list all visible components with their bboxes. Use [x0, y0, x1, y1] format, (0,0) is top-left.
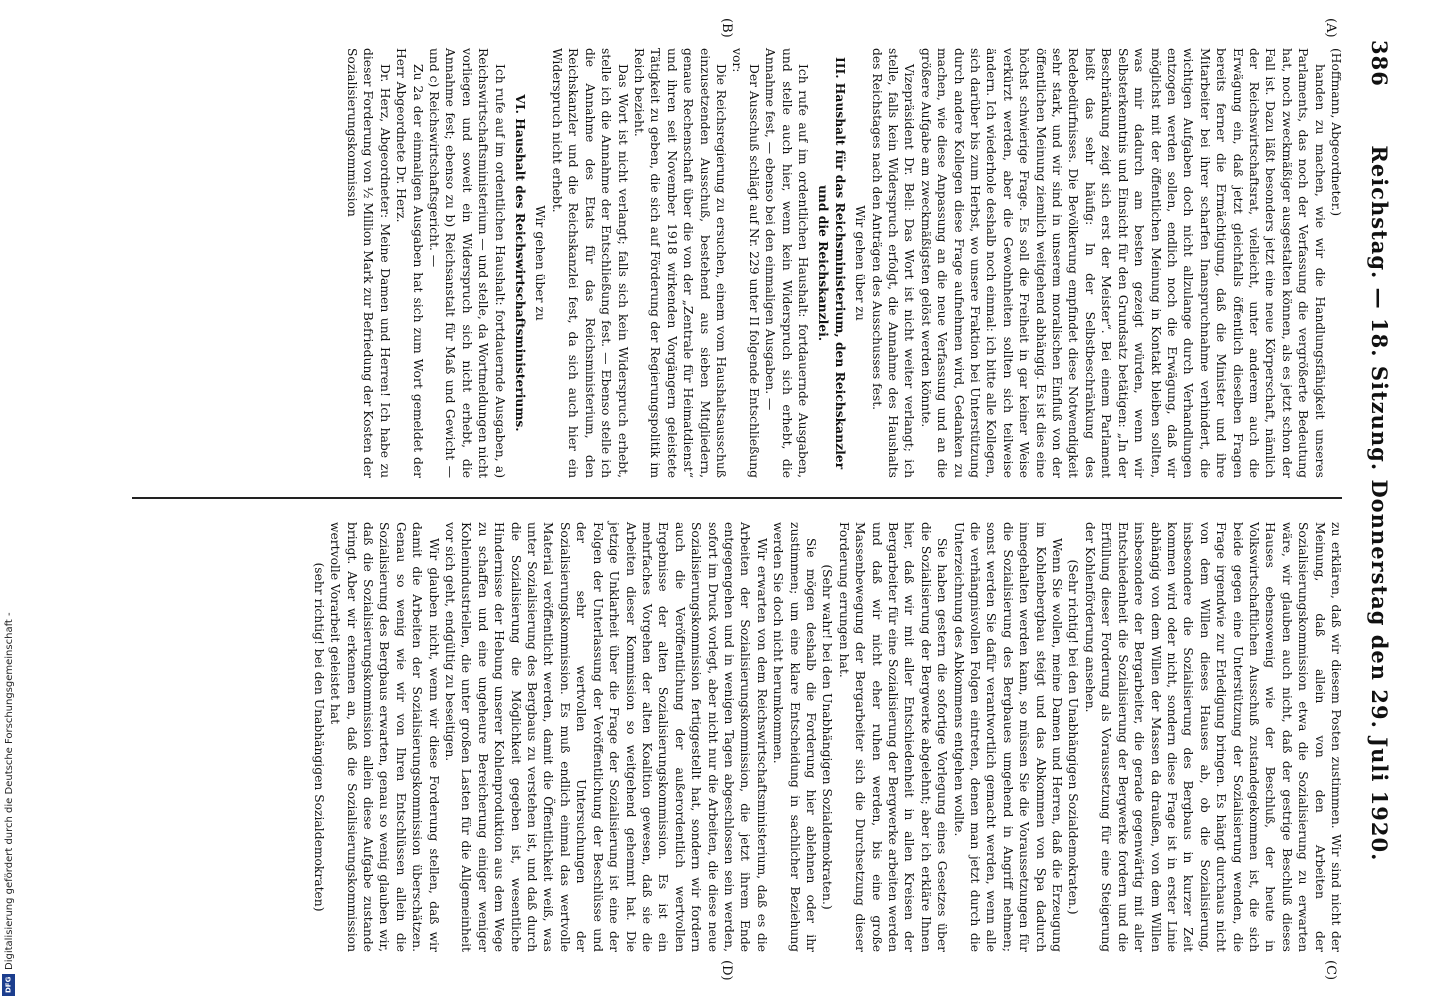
- margin-marker-c: (C): [1323, 960, 1338, 981]
- paragraph: Die Reichsregierung zu ersuchen, einem vom Haushaltsausschuß einzusetzenden Ausschuß, bestehend aus sieben Mitgliedern, genaue Rechenschaft über die von der „Zentrale für Heimatdienst“ und ihren seit November 1918 wirkenden Vorgängern geleistete Tätigkeit zu geben, die sich auf Förderung der Regierungspolitik im Reich bezieht.: [631, 48, 728, 478]
- page-title: Reichstag. — 18. Sitzung. Donnerstag den 29. Juli 1920.: [1367, 145, 1393, 862]
- margin-marker-d: (D): [719, 960, 734, 981]
- footer-credit: [0, 0, 18, 1000]
- running-header: [1360, 40, 1400, 960]
- paragraph: Wir glauben nicht, wenn wir diese Forderung stellen, daß wir damit die Arbeiten der Sozialisierungskommission überschätzen. Genau so wenig wie wir von Ihren Entschlüssen allein die Sozialisierung des Bergbaus erwarten, genau so wenig glauben wir, daß die Sozialisierungskommission allein diese Aufgabe zustande bringt. Aber wir erkennen an, daß die Sozialisierungskommission wertvolle Vorarbeit geleistet hat: [328, 522, 441, 952]
- paragraph: Dr. Herz, Abgeordneter: Meine Damen und Herren! Ich habe zu dieser Forderung von ½ Million Mark zur Befriedung der Kosten der Sozialisierungskommission: [345, 48, 392, 478]
- interjection: (Sehr richtig! bei den Unabhängigen Sozialdemokraten.): [1066, 559, 1081, 915]
- interjection: (Sehr wahr! bei den Unabhängigen Sozialdemokraten.): [820, 564, 835, 910]
- page-number: 386: [1367, 40, 1393, 87]
- column-divider: [132, 497, 1342, 499]
- paragraph: Vizepräsident Dr. Bell: Das Wort ist nicht weiter verlangt; ich stelle, falls kein Widerspruch erfolgt, die Annahme des Haushalts des Reichstages nach den Anträgen des Ausschusses fest.: [869, 48, 917, 478]
- paragraph: Der Ausschuß schlägt auf Nr. 229 unter II folgende Entschließung vor:: [730, 48, 761, 478]
- paragraph: zu erklären, daß wir diesem Posten zustimmen. Wir sind nicht der Meinung, daß allein von den Arbeiten der Sozialisierungskommission etwa die Sozialisierung zu erwarten wäre, wir glauben auch nicht, daß der gestrige Beschluß dieses Hauses ebensowenig wie der Beschluß, der heute in Volkswirtschaftlichen Ausschuß zustandegekommen ist, die sich beide gegen eine Unterstützung der Sozialisierung wenden, die Frage irgendwie zur Erledigung bringen. Es hängt durchaus nicht von dem Willen dieses Hauses ab, ob die Sozialisierung, insbesondere die Sozialisierung des Bergbaus in kurzer Zeit kommen wird oder nicht, sondern diese Frage ist in erster Linie abhängig von dem Willen der Massen da draußen, von dem Willen insbesondere der Bergarbeiter, die gerade gegenwärtig mit aller Entschiedenheit die Sozialisierung der Bergwerke fordern und die Erfüllung dieser Forderung als Voraussetzung für eine Steigerung der Kohlenförderung ansehen.: [1082, 522, 1343, 952]
- paragraph: Sie mögen deshalb die Forderung hier ablehnen oder ihr zustimmen; um eine klare Entscheidung in sachlicher Beziehung werden Sie doch nicht herumkommen.: [771, 522, 818, 952]
- paragraph: Wir gehen über zu: [853, 205, 868, 321]
- margin-marker-b: (B): [719, 18, 734, 38]
- paragraph: handen zu machen, wie wir die Handlungsfähigkeit unseres Parlaments, das noch der Verfassung die vergrößerte Bedeutung hat, noch zweckmäßiger ausgestalten können, als es jetzt schon der Fall ist. Dazu läßt besonders jetzt eine neue Körperschaft, nämlich der Reichswirtschaftsrat, vielleicht, unter anderem auch die Erwägung ein, daß jetzt gleichfalls öffentlich dieselben Fragen bereits ferner die Ermächtigung, daß die Minister und ihre Mitarbeiter bei ihrer scharfen Inanspruchnahme verhindert, die wichtigen Aufgaben doch nicht allzulange durch Verhandlungen entzogen werden sollen, endlich noch die Erwägung, daß wir möglichst mit der öffentlichen Meinung in Kontakt bleiben sollten, was mir dadurch am besten gezeigt würden, wenn wir Selbsterkenntnis und Einsicht für den Grundsatz betätigen: „In der Beschränkung zeigt sich erst der Meister“. Bei einem Parlament heißt das sehr häufig: In der Selbstbeschränkung des Redebedürfnisses. Die Bevölkerung empfindet diese Notwendigkeit sehr stark, und wir sind in unserem moralischen Einfluß von der öffentlichen Meinung ziemlich weitgehend abhängig. Es ist dies eine höchst schwierige Frage. Es soll die Freiheit in gar keiner Weise verkürzt werden, aber die Gewohnheiten sollten sich teilweise ändern. Ich wiederhole deshalb noch einmal: ich bitte alle Kollegen, sich darüber bis zum Herbst, wo unsere Fraktion bei Unterstützung durch andere Kollegen diese Frage aufnehmen wird, Gedanken zu machen, wie diese Anpassung an die neue Verfassung und an die größere Aufgabe am zweckmäßigsten gelöst werden könnte.: [918, 48, 1327, 478]
- interjection: (sehr richtig! bei den Unabhängigen Sozialdemokraten): [311, 562, 326, 912]
- left-column: [344, 48, 1344, 478]
- paragraph: Wenn Sie wollen, meine Damen und Herren, daß die Erzeugung im Kohlenbergbau steigt und das Abkommen von Spa dadurch innegehalten werden kann, so müssen Sie die Voraussetzungen für die Sozialisierung des Bergbaues umgehend in Angriff nehmen; sonst werden Sie dafür verantwortlich gemacht werden, wenn alle die verhängnisvollen Folgen eintreten, denen man jetzt durch die Unterzeichnung des Abkommens entgehen wollte.: [951, 522, 1065, 952]
- paragraph: Ich rufe auf im ordentlichen Haushalt: fortdauernde Ausgaben, und stelle auch hier, wenn kein Widerspruch sich erhebt, die Annahme fest, — ebenso bei den einmaligen Ausgaben. —: [763, 48, 810, 478]
- speaker-line: (Hoffmann, Abgeordneter.): [1329, 48, 1343, 217]
- paragraph: Das Wort ist nicht verlangt; falls sich kein Widerspruch erhebt, stelle ich die Annahme der Entschließung fest. — Ebenso stelle ich die Annahme des Etats für das Reichsministerium, den Reichskanzler und die Reichskanzlei fest, da sich auch hier ein Widerspruch nicht erhebt.: [549, 48, 630, 478]
- right-column: [310, 522, 1344, 952]
- section-heading: III. Haushalt für das Reichsministerium, den Reichskanzler und die Reichskanzlei.: [816, 56, 848, 470]
- paragraph: Sie haben gestern die sofortige Vorlegung eines Gesetzes über die Sozialisierung der Bergwerke abgelehnt; aber ich erkläre Ihnen hier, daß wir mit aller Entschiedenheit in allen Kreisen der Bergarbeiter für eine Sozialisierung der Bergwerke arbeiten werden und daß wir nicht eher ruhen werden, bis eine große Massenbewegung der Bergarbeiter sich die Durchsetzung dieser Forderung errungen hat.: [836, 522, 950, 952]
- digitization-credit: Digitalisierung gefördert durch die Deutsche Forschungsgemeinschaft -: [4, 612, 15, 970]
- paragraph: Zu 2a der einmaligen Ausgaben hat sich zum Wort gemeldet der Herr Abgeordnete Dr. Herz.: [394, 48, 425, 478]
- paragraph: Wir erwarten von dem Reichswirtschaftsministerium, daß es die Arbeiten der Sozialisierungskommission, die jetzt ihrem Ende entgegengehen und in wenigen Tagen abgeschlossen sein werden, sofort im Druck vorlegt, aber nicht nur die Arbeiten, die diese neue Sozialisierungskommission fertiggestellt hat, sondern wir fordern auch die Veröffentlichung der außerordentlich wertvollen Ergebnisse der alten Sozialisierungskommission. Es ist ein mehrfaches Vorgehen der alten Koalition gewesen, daß sie die Arbeiten dieser Kommission so weitgehend gehemmt hat. Die jetzige Unklarheit über die Frage der Sozialisierung ist eine der Folgen der Unterlassung der Veröffentlichung der Beschlüsse und der sehr wertvollen Untersuchungen der Sozialisierungskommission. Es muß endlich einmal das wertvolle Material veröffentlicht werden, damit die Öffentlichkeit weiß, was unter Sozialisierung des Bergbaus zu verstehen ist, und daß durch die Sozialisierung die Möglichkeit gegeben ist, wesentliche Hindernisse der Hebung unserer Kohlenproduktion aus dem Wege zu schaffen und eine ungeheure Bereicherung einiger weniger Kohlenindustriellen, die unter großen Lasten für die Allgemeinheit vor sich geht, endgültig zu beseitigen.: [443, 522, 769, 952]
- paragraph: Wir gehen über zu: [533, 205, 548, 321]
- margin-marker-a: (A): [1323, 18, 1338, 38]
- section-heading: VI. Haushalt des Reichswirtschaftsministeriums.: [513, 94, 529, 432]
- dfg-logo: DFG: [2, 974, 15, 996]
- paragraph: Ich rufe auf im ordentlichen Haushalt: fortdauernde Ausgaben, a) Reichswirtschaftsministerium — und stelle, da Wortmeldungen nicht vorliegen und soweit ein Widerspruch sich nicht erhebt, die Annahme fest; ebenso zu b) Reichsanstalt für Maß und Gewicht — und c) Reichswirtschaftsgericht. —: [427, 48, 507, 479]
